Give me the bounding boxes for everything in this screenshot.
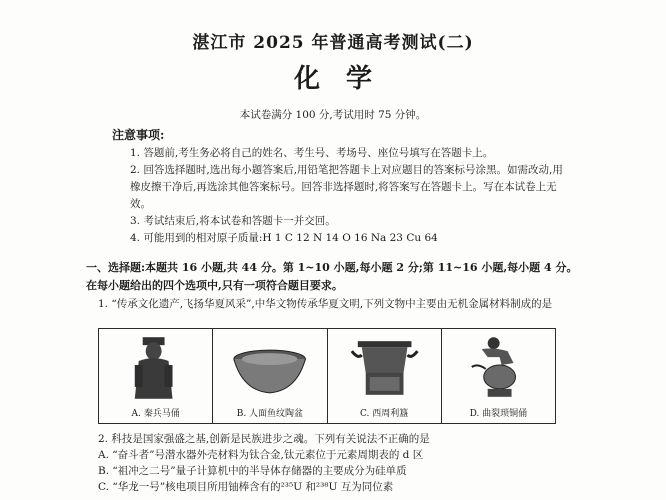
artifact-caption: C. 西周利簋 (359, 409, 409, 419)
notice-heading: 注意事项: (112, 128, 165, 142)
artifact-table (98, 328, 556, 424)
artifact-option-a (99, 329, 213, 423)
section-heading: 一、选择题:本题共 16 小题,共 44 分。第 1~10 小题,每小题 2 分;第 11~16 小题,每小题 4 分。在每小题给出的四个选项中,只有一项符合题目要求。 (86, 261, 578, 292)
question-2-option: A. “奋斗者”号潜水器外壳材料为钛合金,钛元素位于元素周期表的 d 区 (98, 449, 424, 461)
notice-item: 2. 回答选择题时,选出每小题答案后,用铅笔把答题卡上对应题目的答案标号涂黑。如需改动,用橡皮擦干净后,再选涂其他答案标号。回答非选择题时,将答案写在答题卡上。写在本试卷上无效。 (130, 164, 563, 210)
notice-item: 1. 答题前,考生务必将自己的姓名、考生号、考场号、座位号填写在答题卡上。 (130, 147, 494, 159)
notice-item: 4. 可能用到的相对原子质量:H 1 C 12 N 14 O 16 Na 23 Cu 64 (130, 232, 438, 244)
artifact-caption: B. 人面鱼纹陶盆 (236, 409, 304, 419)
artifact-caption: A. 秦兵马俑 (131, 409, 180, 419)
score-line: 本试卷满分 100 分,考试用时 75 分钟。 (239, 109, 427, 121)
notice-item: 3. 考试结束后,将本试卷和答题卡一并交回。 (130, 215, 336, 227)
notice-list (112, 145, 572, 247)
bronze-gui-icon (328, 333, 441, 403)
terracotta-warrior-icon (99, 333, 212, 403)
subject-title: 化学 (293, 64, 398, 94)
question-1-stem: 1. “传承文化遗产,飞扬华夏风采”,中华文物传承华夏文明,下列文物中主要由无机金属材料制成的是 (98, 298, 553, 310)
question-2-option: B. “祖冲之二号”量子计算机中的半导体存储器的主要成分为硅单质 (98, 465, 407, 477)
artifact-caption: D. 曲裂琐铜俑 (469, 409, 528, 419)
artifact-option-d (442, 329, 555, 423)
question-2-option: C. “华龙一号”核电项目所用铀棒含有的²³⁵U 和²³⁸U 互为同位素 (98, 481, 394, 493)
question-2-stem: 2. 科技是国家强盛之基,创新是民族进步之魂。下列有关说法不正确的是 (98, 433, 430, 445)
artifact-option-c (328, 329, 442, 423)
question-2 (98, 431, 578, 495)
artifact-option-b (213, 329, 327, 423)
exam-title: 湛江市 2025 年普通高考测试(二) (192, 33, 474, 53)
bronze-figure-icon (442, 333, 555, 403)
pottery-basin-icon (213, 333, 326, 403)
